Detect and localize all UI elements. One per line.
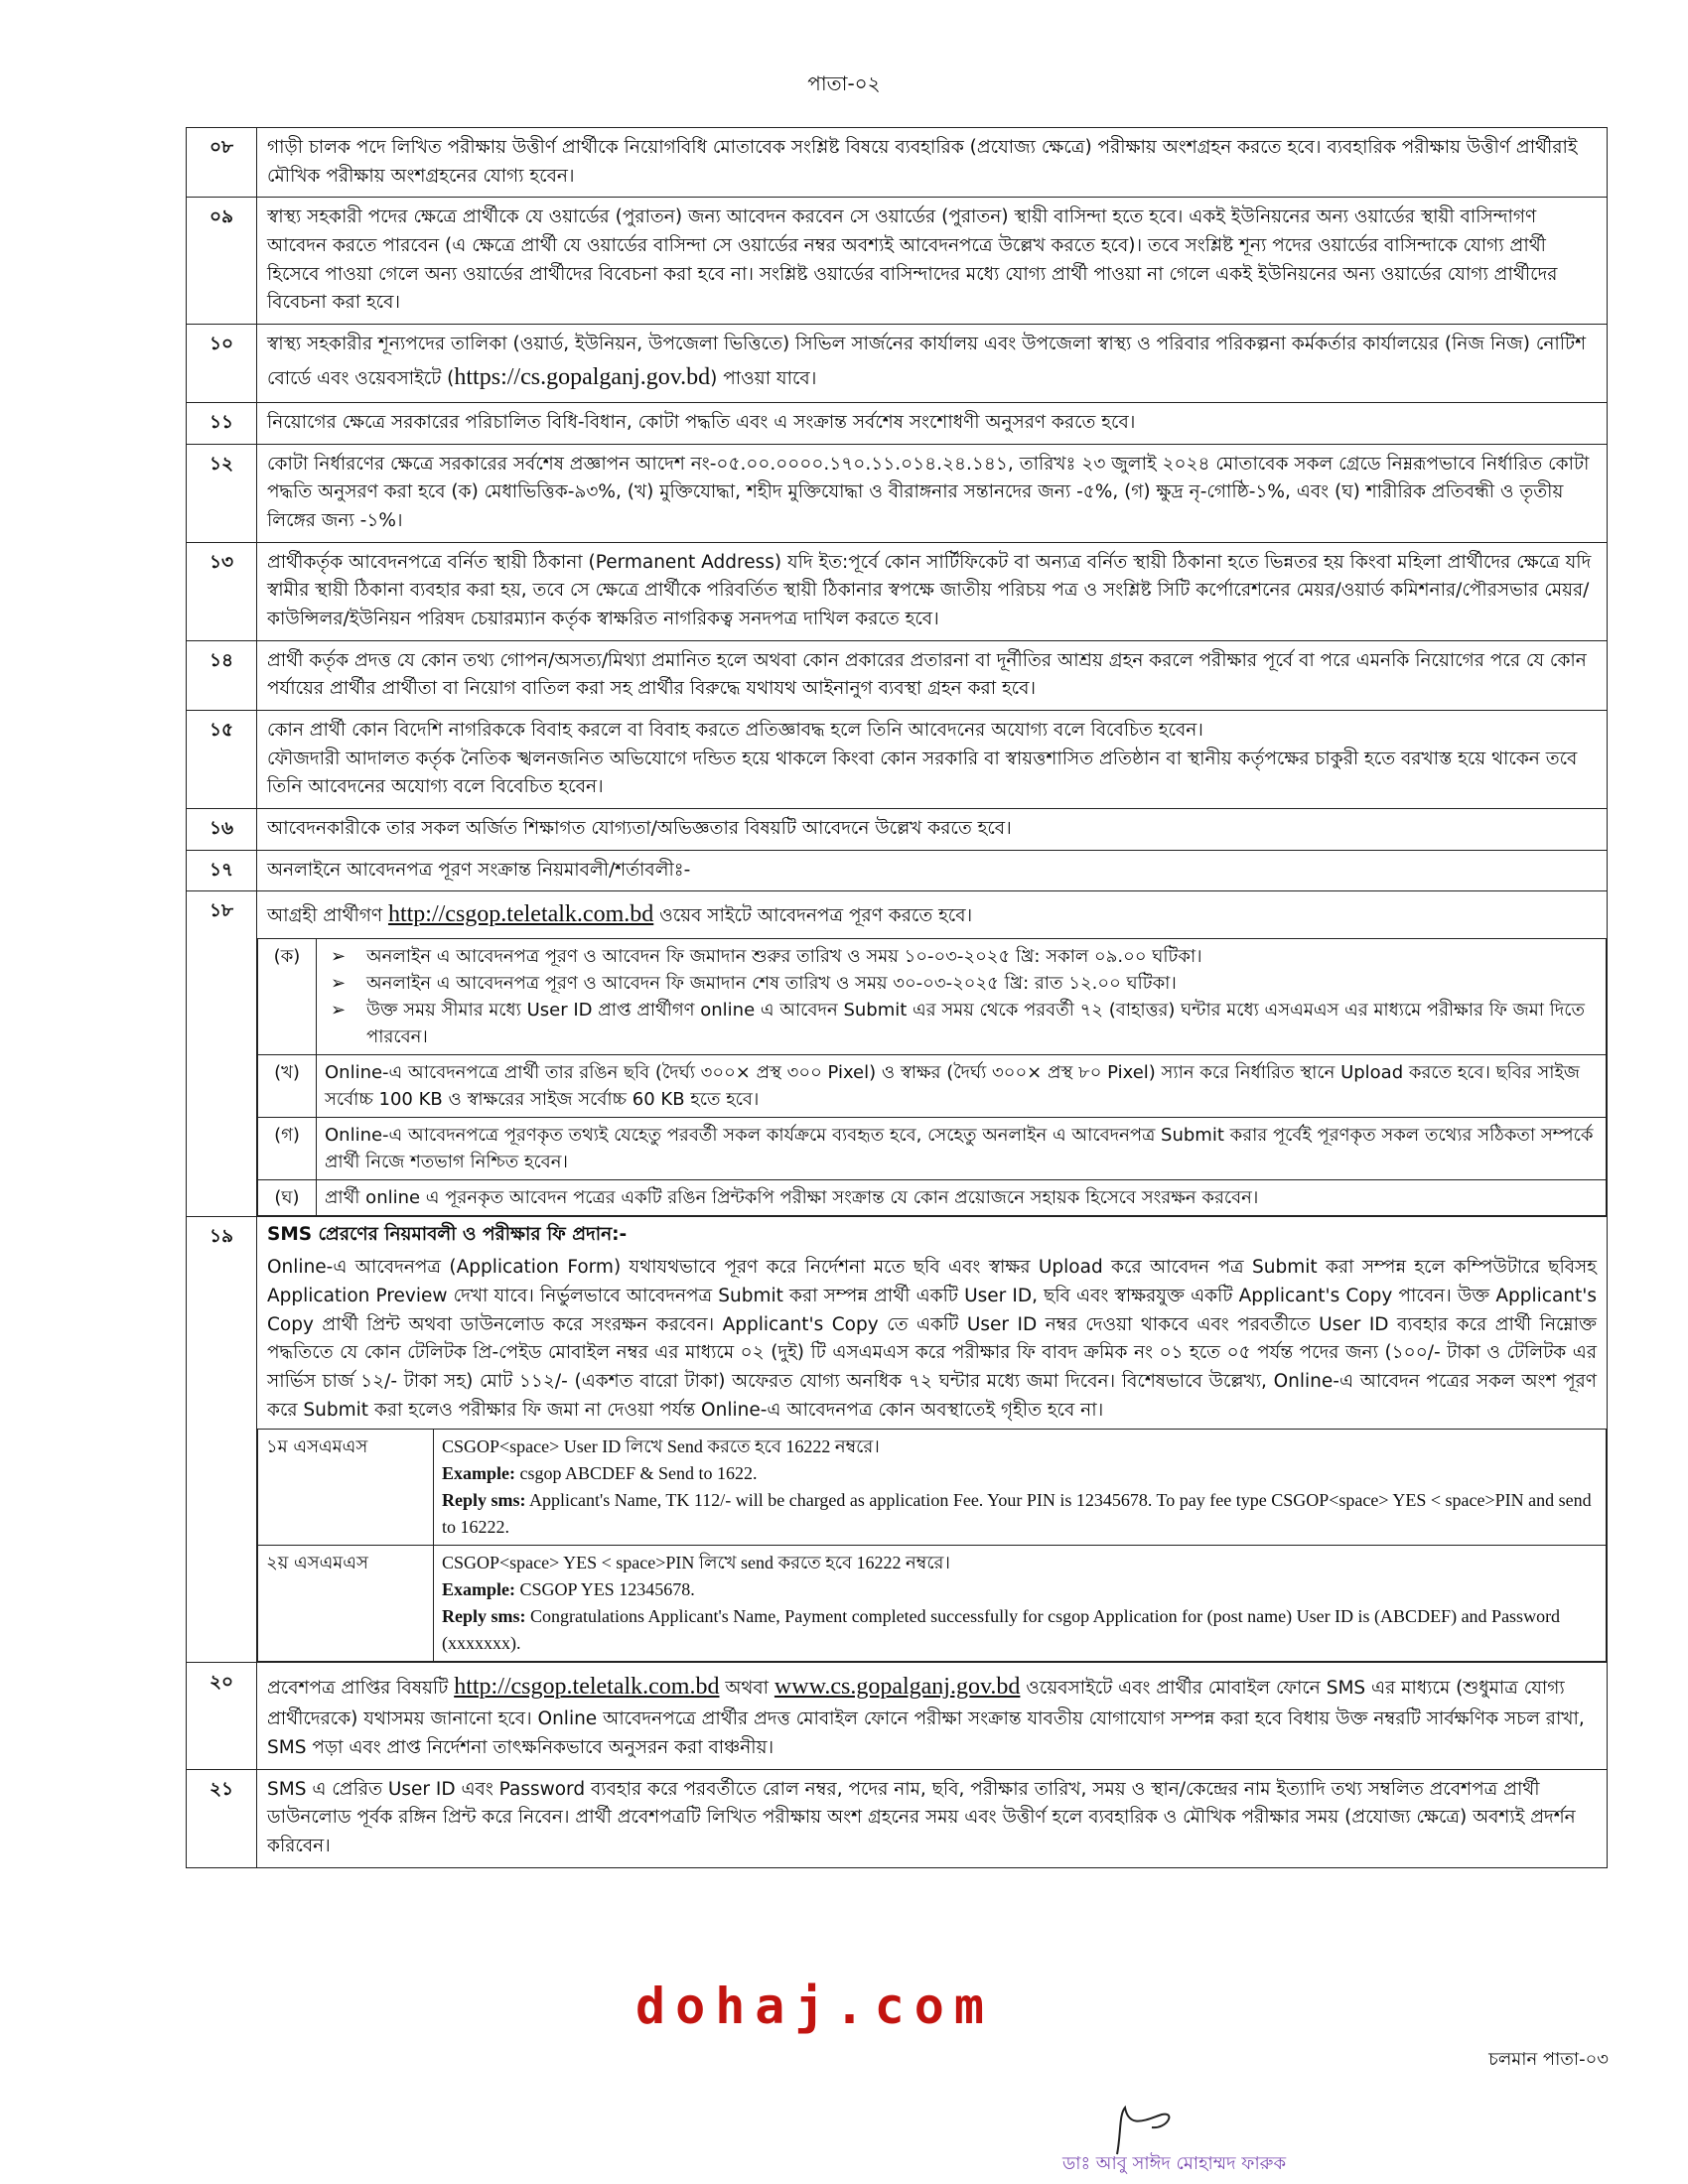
row-number: ১৭ <box>187 850 257 891</box>
row18-intro: আগ্রহী প্রার্থীগণ http://csgop.teletalk.com.bd ওয়েব সাইটে আবেদনপত্র পূরণ করতে হবে। <box>267 901 973 928</box>
table-row <box>187 891 1608 1217</box>
table-row <box>187 542 1608 640</box>
row-text: নিয়োগের ক্ষেত্রে সরকারের পরিচালিত বিধি-বিধান, কোটা পদ্ধতি এবং এ সংক্রান্ত সর্বশেষ সংশোধণী অনুসরণ করতে হবে। <box>257 402 1608 444</box>
sub-row <box>258 1118 1607 1180</box>
table-row <box>187 1769 1608 1867</box>
reply-text: Applicant's Name, TK 112/- will be charged as application Fee. Your PIN is 12345678. To pay fee type CSGOP<space> YES < space>PIN and send to 16222. <box>442 1490 1592 1538</box>
row-text: কোন প্রার্থী কোন বিদেশি নাগরিককে বিবাহ করলে বা বিবাহ করতে প্রতিজ্ঞাবদ্ধ হলে তিনি আবেদনের অযোগ্য বলে বিবেচিত হবেন। ফৌজদারী আদালত কর্তৃক নৈতিক স্খলনজনিত অভিযোগে দন্ডিত হয়ে থাকলে কিংবা কোন সরকারি বা স্বায়ত্তশাসিত প্রতিষ্ঠান বা স্থানীয় কর্তৃপক্ষের চাকুরী হতে বরখাস্ত হয়ে থাকেন তবে তিনি আবেদনের অযোগ্য বলে বিবেচিত হবেন। <box>257 710 1608 808</box>
row-text: SMS এ প্রেরিত User ID এবং Password ব্যবহার করে পরবর্তীতে রোল নম্বর, পদের নাম, ছবি, পরীক্ষার তারিখ, সময় ও স্থান/কেন্দ্রের নাম ইত্যাদি তথ্য সম্বলিত প্রবেশপত্র প্রার্থী ডাউনলোড পূর্বক রঙ্গিন প্রিন্ট করে নিবেন। প্রার্থী প্রবেশপত্রটি লিখিত পরীক্ষায় অংশ গ্রহনের সময় এবং উত্তীর্ণ হলে ব্যবহারিক ও মৌখিক পরীক্ষার সময় (প্রযোজ্য ক্ষেত্রে) অবশ্যই প্রদর্শন করিবেন। <box>257 1769 1608 1867</box>
sms-row <box>258 1430 1607 1546</box>
instructions-table <box>186 127 1608 1868</box>
list-item: ➢ উক্ত সময় সীমার মধ্যে User ID প্রাপ্ত প্রার্থীগণ online এ আবেদন Submit এর সময় থেকে পরবর্তী ৭২ (বাহাত্তর) ঘন্টার মধ্যে এসএমএস এর মাধ্যমে পরীক্ষার ফি জমা দিতে পারবেন। <box>325 997 1598 1050</box>
example-text: csgop ABCDEF & Send to 1622. <box>519 1463 758 1484</box>
row-text <box>257 1217 1608 1663</box>
schedule-list <box>325 943 1598 1050</box>
sms-heading: SMS প্রেরণের নিয়মাবলী ও পরীক্ষার ফি প্রদান:- <box>267 1224 628 1246</box>
page-number: পাতা-০২ <box>807 71 881 95</box>
sms-body: Online-এ আবেদনপত্র (Application Form) যথাযথভাবে পূরণ করে নির্দেশনা মতে ছবি এবং স্বাক্ষর Upload করে আবেদন পত্র Submit করা সম্পন্ন হলে কম্পিউটারে ছবিসহ Application Preview দেখা যাবে। নির্ভুলভাবে আবেদনপত্র Submit করা সম্পন্ন প্রার্থী একটি User ID, ছবি এবং স্বাক্ষরযুক্ত একটি Applicant's Copy পাবেন। উক্ত Applicant's Copy প্রার্থী প্রিন্ট অথবা ডাউনলোড করে সংরক্ষন করবেন। Applicant's Copy তে একটি User ID নম্বর দেওয়া থাকবে এবং পরবর্তীতে User ID ব্যবহার করে প্রার্থী নিম্নোক্ত পদ্ধতিতে যে কোন টেলিটক প্রি-পেইড মোবাইল নম্বর এর মাধ্যমে ০২ (দুই) টি এসএমএস করে পরীক্ষার ফি বাবদ ক্রমিক নং ০১ হতে ০৫ পর্যন্ত পদের জন্য (১০০/- টাকা ও টেলিটক এর সার্ভিস চার্জ ১২/- টাকা সহ) মোট ১১২/- (একশত বারো টাকা) অফেরত যোগ্য অনধিক ৭২ ঘন্টার মধ্যে জমা দিবেন। বিশেষভাবে উল্লেখ্য, Online-এ আবেদন পত্রের সকল অংশ পূরণ করে Submit করা হলেও পরীক্ষার ফি জমা না দেওয়া পর্যন্ত Online-এ আবেদনপত্র কোন অবস্থাতেই গৃহীত হবে না। <box>267 1257 1597 1421</box>
reply-label: Reply sms: <box>442 1490 526 1511</box>
teletalk-link[interactable]: http://csgop.teletalk.com.bd <box>387 901 654 928</box>
row-text: আবেদনকারীকে তার সকল অর্জিত শিক্ষাগত যোগ্যতা/অভিজ্ঞতার বিষয়টি আবেদনে উল্লেখ করতে হবে। <box>257 808 1608 850</box>
row-number: ০৯ <box>187 198 257 325</box>
website-link[interactable]: https://cs.gopalganj.gov.bd <box>454 363 711 390</box>
teletalk-link[interactable]: http://csgop.teletalk.com.bd <box>454 1674 720 1701</box>
sub-row <box>258 939 1607 1055</box>
cs-website-link[interactable]: www.cs.gopalganj.gov.bd <box>774 1674 1021 1701</box>
row-number: ১১ <box>187 402 257 444</box>
sub-label: (খ) <box>258 1055 317 1118</box>
sub-text: Online-এ আবেদনপত্রে পূরণকৃত তথ্যই যেহেতু পরবর্তী সকল কার্যক্রমে ব্যবহৃত হবে, সেহেতু অনলাইন এ আবেদনপত্র Submit করার পূর্বেই পূরণকৃত সকল তথ্যের সঠিকতা সম্পর্কে প্রার্থী নিজে শতভাগ নিশ্চিত হবেন। <box>317 1118 1607 1180</box>
sms-format: CSGOP<space> YES < space>PIN লিখে send করতে হবে 16222 নম্বরে। <box>442 1553 950 1573</box>
table-row <box>187 128 1608 198</box>
row-number: ১৯ <box>187 1217 257 1663</box>
row-text: গাড়ী চালক পদে লিখিত পরীক্ষায় উত্তীর্ণ প্রার্থীকে নিয়োগবিধি মোতাবেক সংশ্লিষ্ট বিষয়ে ব্যবহারিক (প্রযোজ্য ক্ষেত্রে) পরীক্ষায় অংশগ্রহন করতে হবে। ব্যবহারিক পরীক্ষায় উত্তীর্ণ প্রার্থীরাই মৌখিক পরীক্ষায় অংশগ্রহনের যোগ্য হবেন। <box>257 128 1608 198</box>
row-text: প্রার্থীকর্তৃক আবেদনপত্রে বর্নিত স্থায়ী ঠিকানা (Permanent Address) যদি ইত:পূর্বে কোন সার্টিফিকেট বা অন্যত্র বর্নিত স্থায়ী ঠিকানা হতে ভিন্নতর হয় কিংবা মহিলা প্রার্থীদের ক্ষেত্রে যদি স্বামীর স্থায়ী ঠিকানা ব্যবহার করা হয়, তবে সে ক্ষেত্রে প্রার্থীকে পরিবর্তিত স্থায়ী ঠিকানার স্বপক্ষে জাতীয় পরিচয় পত্র ও সংশ্লিষ্ট সিটি কর্পোরেশনের মেয়র/ওয়ার্ড কমিশনার/পৌরসভার মেয়র/কাউন্সিলর/ইউনিয়ন পরিষদ চেয়ারম্যান কর্তৃক স্বাক্ষরিত নাগরিকত্ব সনদপত্র দাখিল করতে হবে। <box>257 542 1608 640</box>
sms-row <box>258 1546 1607 1662</box>
sub-row <box>258 1180 1607 1216</box>
row-text: স্বাস্থ্য সহকারীর শূন্যপদের তালিকা (ওয়ার্ড, ইউনিয়ন, উপজেলা ভিত্তিতে) সিভিল সার্জনের কার্যালয় এবং উপজেলা স্বাস্থ্য ও পরিবার পরিকল্পনা কর্মকর্তার কার্যালয়ের (নিজ নিজ) নোটিশ বোর্ডে এবং ওয়েবসাইটে (https://cs.gopalganj.gov.bd) পাওয়া যাবে। <box>257 325 1608 403</box>
table-row <box>187 850 1608 891</box>
sub-label: (ঘ) <box>258 1180 317 1216</box>
row-number: ১৬ <box>187 808 257 850</box>
row-number: ১৮ <box>187 891 257 1217</box>
row-number: ১৫ <box>187 710 257 808</box>
sub-text: Online-এ আবেদনপত্রে প্রার্থী তার রঙিন ছবি (দৈর্ঘ্য ৩০০× প্রস্থ ৩০০ Pixel) ও স্বাক্ষর (দৈর্ঘ্য ৩০০× প্রস্থ ৮০ Pixel) স্যান করে নির্ধারিত স্থানে Upload করতে হবে। ছবির সাইজ সর্বোচ্চ 100 KB ও স্বাক্ষরের সাইজ সর্বোচ্চ 60 KB হতে হবে। <box>317 1055 1607 1118</box>
row-number: ০৮ <box>187 128 257 198</box>
sub-label: (গ) <box>258 1118 317 1180</box>
table-row <box>187 325 1608 403</box>
sms-label: ১ম এসএমএস <box>258 1430 434 1546</box>
sms-table <box>257 1429 1607 1662</box>
row-text: প্রবেশপত্র প্রাপ্তির বিষয়টি http://csgop.teletalk.com.bd অথবা www.cs.gopalganj.gov.bd ওয়েবসাইটে এবং প্রার্থীর মোবাইল ফোনে SMS এর মাধ্যমে (শুধুমাত্র যোগ্য প্রার্থীদেরকে) যথাসময় জানানো হবে। Online আবেদনপত্রে প্রার্থীর প্রদত্ত মোবাইল ফোনে পরীক্ষা সংক্রান্ত যাবতীয় যোগাযোগ সম্পন্ন করা হবে বিধায় উক্ত নম্বরটি সার্বক্ষণিক সচল রাখা, SMS পড়া এবং প্রাপ্ত নির্দেশনা তাৎক্ষনিকভাবে অনুসরন করা বাঞ্চনীয়। <box>257 1663 1608 1770</box>
row-number: ১০ <box>187 325 257 403</box>
table-row <box>187 640 1608 710</box>
sub-text: প্রার্থী online এ পূরনকৃত আবেদন পত্রের একটি রঙিন প্রিন্টকপি পরীক্ষা সংক্রান্ত যে কোন প্রয়োজনে সহায়ক হিসেবে সংরক্ষন করবেন। <box>317 1180 1607 1216</box>
example-label: Example: <box>442 1579 515 1600</box>
reply-label: Reply sms: <box>442 1606 526 1627</box>
table-row <box>187 1663 1608 1770</box>
row-number: ১৪ <box>187 640 257 710</box>
table-row <box>187 1217 1608 1663</box>
reply-text: Congratulations Applicant's Name, Payment completed successfully for csgop Application for (post name) User ID is (ABCDEF) and Password (xxxxxxx). <box>442 1606 1561 1654</box>
row-number: ১২ <box>187 444 257 542</box>
row-number: ২০ <box>187 1663 257 1770</box>
continued-page-note: চলমান পাতা-০৩ <box>1488 2049 1609 2070</box>
table-row <box>187 808 1608 850</box>
list-item: ➢ অনলাইন এ আবেদনপত্র পূরণ ও আবেদন ফি জমাদান শেষ তারিখ ও সময় ৩০-০৩-২০২৫ খ্রি: রাত ১২.০০ ঘটিকা। <box>325 970 1598 997</box>
list-item: ➢ অনলাইন এ আবেদনপত্র পূরণ ও আবেদন ফি জমাদান শুরুর তারিখ ও সময় ১০-০৩-২০২৫ খ্রি: সকাল ০৯.০০ ঘটিকা। <box>325 943 1598 970</box>
row-text: প্রার্থী কর্তৃক প্রদত্ত যে কোন তথ্য গোপন/অসত্য/মিথ্যা প্রমানিত হলে অথবা কোন প্রকারের প্রতারনা বা দূর্নীতির আশ্রয় গ্রহন করলে পরীক্ষার পূর্বে বা পরে এমনকি নিয়োগের পরে যে কোন পর্যায়ের প্রার্থীর প্রার্থীতা বা নিয়োগ বাতিল করা সহ প্রার্থীর বিরুদ্ধে যথাযথ আইনানুগ ব্যবস্থা গ্রহন করা হবে। <box>257 640 1608 710</box>
table-row <box>187 402 1608 444</box>
example-text: CSGOP YES 12345678. <box>519 1579 695 1600</box>
row-number: ২১ <box>187 1769 257 1867</box>
row-text: অনলাইনে আবেদনপত্র পূরণ সংক্রান্ত নিয়মাবলী/শর্তাবলীঃ- <box>257 850 1608 891</box>
row18-subtable <box>257 938 1607 1216</box>
row-number: ১৩ <box>187 542 257 640</box>
row-text: কোটা নির্ধারণের ক্ষেত্রে সরকারের সর্বশেষ প্রজ্ঞাপন আদেশ নং-০৫.০০.০০০০.১৭০.১১.০১৪.২৪.১৪১, তারিখঃ ২৩ জুলাই ২০২৪ মোতাবেক সকল গ্রেডে নিম্নরূপভাবে নির্ধারিত কোটা পদ্ধতি অনুসরণ করা হবে (ক) মেধাভিত্তিক-৯৩%, (খ) মুক্তিযোদ্ধা, শহীদ মুক্তিযোদ্ধা ও বীরাঙ্গনার সন্তানদের জন্য -৫%, (গ) ক্ষুদ্র নৃ-গোষ্ঠি-১%, এবং (ঘ) শারীরিক প্রতিবন্ধী ও তৃতীয় লিঙ্গের জন্য -১%। <box>257 444 1608 542</box>
table-row <box>187 710 1608 808</box>
row-text <box>257 891 1608 1217</box>
watermark: dohaj.com <box>635 1978 994 2035</box>
sub-label: (ক) <box>258 939 317 1055</box>
sms-label: ২য় এসএমএস <box>258 1546 434 1662</box>
sms-format: CSGOP<space> User ID লিখে Send করতে হবে 16222 নম্বরে। <box>442 1436 880 1457</box>
table-row <box>187 198 1608 325</box>
sub-row <box>258 1055 1607 1118</box>
row-text: স্বাস্থ্য সহকারী পদের ক্ষেত্রে প্রার্থীকে যে ওয়ার্ডের (পুরাতন) জন্য আবেদন করবেন সে ওয়ার্ডের (পুরাতন) স্থায়ী বাসিন্দা হতে হবে। একই ইউনিয়নের অন্য ওয়ার্ডের স্থায়ী বাসিন্দাগণ আবেদন করতে পারবেন (এ ক্ষেত্রে প্রার্থী যে ওয়ার্ডের বাসিন্দা সে ওয়ার্ডের নম্বর অবশ্যই আবেদনপত্রে উল্লেখ করতে হবে)। তবে সংশ্লিষ্ট শূন্য পদের ওয়ার্ডের বাসিন্দাকে যোগ্য প্রার্থী হিসেবে পাওয়া গেলে অন্য ওয়ার্ডের প্রার্থীদের বিবেচনা করা হবে না। সংশ্লিষ্ট ওয়ার্ডের বাসিন্দাদের মধ্যে যোগ্য প্রার্থী পাওয়া না গেলে একই ইউনিয়নের অন্য ওয়ার্ডের যোগ্য প্রার্থীদের বিবেচনা করা হবে। <box>257 198 1608 325</box>
example-label: Example: <box>442 1463 515 1484</box>
table-row <box>187 444 1608 542</box>
signer-name: ডাঃ আবু সাঈদ মোহাম্মদ ফারুক <box>1062 2153 1287 2174</box>
